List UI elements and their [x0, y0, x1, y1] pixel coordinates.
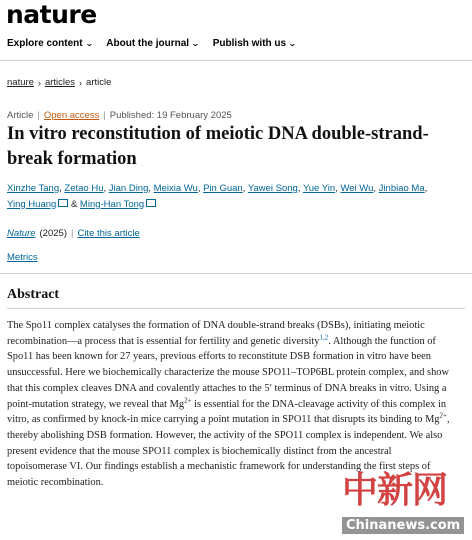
article-type: Article [7, 110, 34, 121]
author-link[interactable]: Zetao Hu [64, 183, 104, 194]
breadcrumb-current: article [86, 77, 112, 88]
article-meta: Article | Open access | Published: 19 February 2025 [7, 110, 232, 121]
nav-item-label: Explore content [7, 38, 83, 49]
nav-publish-with-us[interactable] [213, 38, 296, 49]
chevron-down-icon: ⌄ [84, 39, 94, 48]
chinanews-watermark-text: Chinanews.com [342, 517, 464, 534]
author-conjunction: & [70, 198, 78, 210]
nav-item-label: Publish with us [212, 38, 287, 49]
abstract-text: The Spo11 complex catalyses the formation of DNA double-strand breaks (DSBs), initiating meiotic recombination—a process that is essential for fertility and genetic diversity$^{1,2}$. Although the function of Spo11 has been known for 27 years, previous efforts to reconstitute DSB formation in vitro have been unsuccessful. Here we biochemically characterize the mouse SPO11–TOP6BL protein complex, and show that this complex cleaves DNA and covalently attaches to the 5′ terminus of DNA breaks in vitro. Using a point-mutation strategy, we reveal that $Mg^{2+}$ is essential for the DNA-cleavage activity of this complex in vitro, as confirmed by knock-in mice carrying a point mutation in SPO11 that disrupts its binding to $Mg^{2+}$, thereby abolishing DSB formation. However, the activity of the SPO11 complex is independent. We also present evidence that the mouse SPO11 complex is biochemically distinct from the ancestral topoisomerase VI. Our findings establish a mechanistic framework for understanding the first steps of meiotic recombination. [7, 320, 450, 489]
nature-logo[interactable]: nature [6, 0, 97, 29]
article-title: In vitro reconstitution of meiotic DNA double-strand-break formation [7, 124, 429, 169]
chevron-right-icon: › [79, 77, 83, 88]
nav-item-label: About the journal [106, 38, 190, 49]
breadcrumb-nature[interactable]: nature [7, 77, 34, 88]
author-link[interactable]: Ming-Han Tong [79, 198, 145, 210]
chinanews-watermark-logo: 中新网 [342, 469, 448, 511]
metrics-link[interactable]: Metrics [7, 252, 38, 263]
author-link[interactable]: Xinzhe Tang [7, 183, 60, 194]
reference-link[interactable]: 1,2 [319, 333, 329, 342]
author-link[interactable]: Wei Wu [340, 183, 374, 194]
abstract-divider [7, 308, 465, 309]
email-icon[interactable] [146, 199, 156, 207]
breadcrumb-articles[interactable]: articles [44, 77, 76, 88]
email-icon[interactable] [58, 199, 68, 207]
author-list: Xinzhe Tang, Zetao Hu, Jian Ding, Meixia Wu, Pin Guan, Yawei Song, Yue Yin, Wei Wu, Jinbiao Ma, Ying Huang & Ming-Han Tong [7, 183, 428, 210]
nav-divider [0, 60, 472, 61]
author-link[interactable]: Jian Ding [108, 183, 149, 194]
author-link[interactable]: Pin Guan [203, 183, 243, 194]
breadcrumb [7, 77, 111, 88]
chevron-down-icon: ⌄ [288, 39, 297, 48]
citation-year: (2025) [39, 228, 67, 239]
citation-line: Nature (2025) | Cite this article [7, 228, 140, 239]
author-link[interactable]: Yawei Song [247, 183, 298, 194]
author-link[interactable]: Meixia Wu [153, 183, 198, 194]
published-date: Published: 19 February 2025 [109, 110, 232, 121]
abstract-heading: Abstract [7, 287, 60, 302]
metrics [7, 252, 38, 263]
author-link[interactable]: Yue Yin [302, 183, 336, 194]
journal-link[interactable]: Nature [7, 228, 36, 239]
section-divider [0, 273, 472, 274]
open-access-link[interactable]: Open access [43, 110, 100, 121]
author-link[interactable]: Ying Huang [7, 198, 57, 210]
author-link[interactable]: Jinbiao Ma [378, 183, 425, 194]
nav-about-journal[interactable] [106, 38, 198, 49]
cite-this-article-link[interactable]: Cite this article [77, 228, 140, 239]
chevron-right-icon: › [37, 77, 41, 88]
nav-explore-content[interactable] [7, 38, 92, 49]
main-nav [7, 38, 296, 49]
chevron-down-icon: ⌄ [191, 39, 200, 48]
